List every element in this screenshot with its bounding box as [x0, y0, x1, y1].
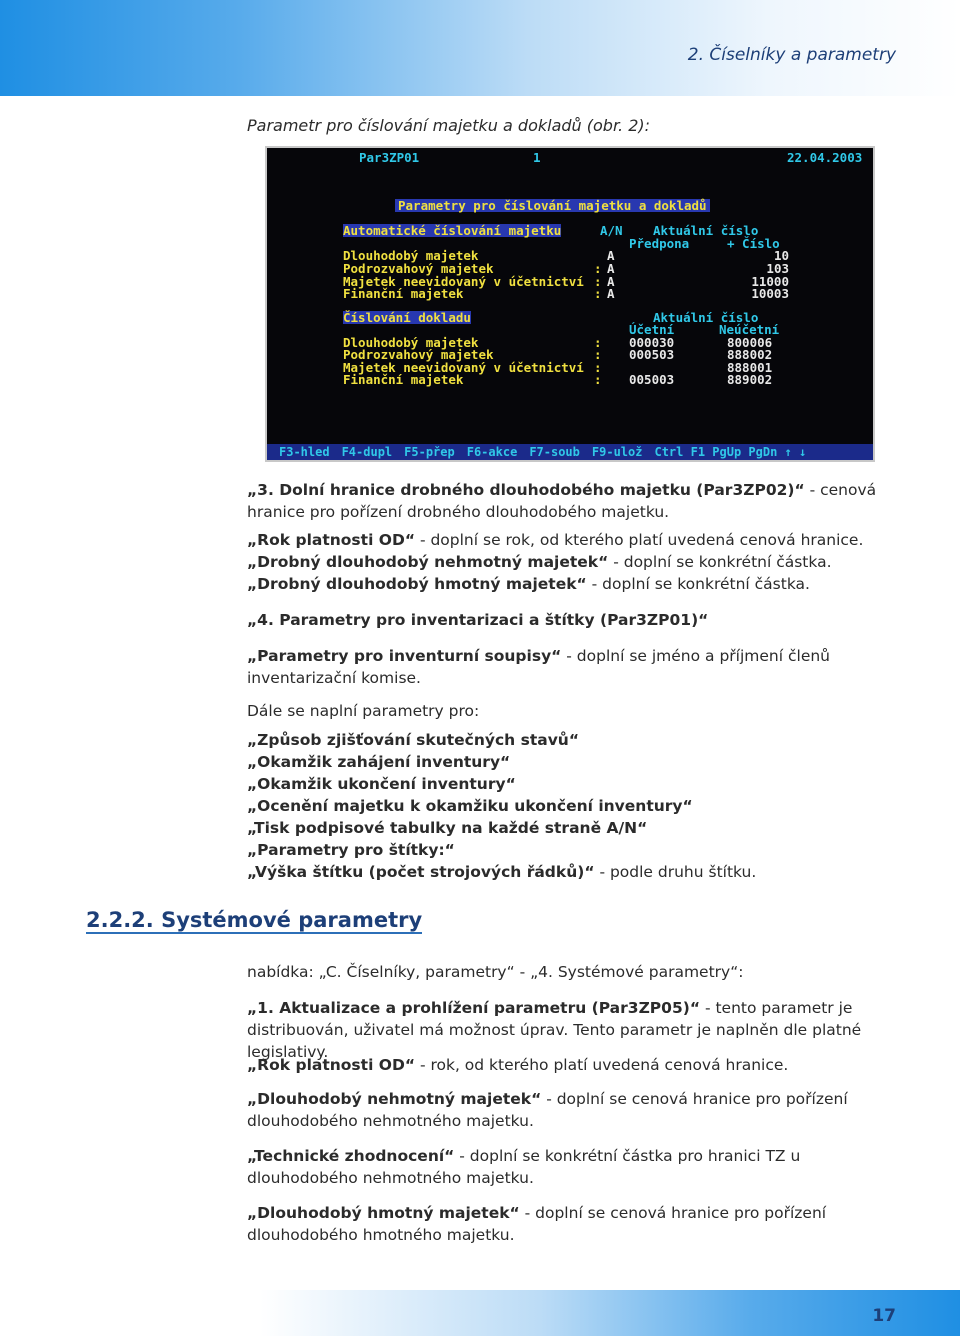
paragraph-drobny-hmotny [247, 573, 897, 595]
sec1-row-label: Finanční majetek [343, 286, 464, 301]
terminal-screenshot [265, 146, 875, 462]
col-nonaccounting: Neúčetní [719, 322, 780, 337]
para-text: - doplní se rok, od kterého platí uvedená cenová hranice. [415, 531, 864, 549]
sec2-nonaccounting[interactable]: 889002 [727, 372, 773, 387]
key-f6[interactable]: F6-akce [466, 445, 518, 459]
footer-band [260, 1290, 960, 1336]
screen-page: 1 [533, 150, 541, 165]
section-heading: 2.2.2. Systémové parametry [86, 908, 423, 932]
para-bold: „4. Parametry pro inventarizaci a štítky (Par3ZP01)“ [247, 611, 709, 629]
sec1-an[interactable]: A [607, 248, 615, 263]
para-bold: „1. Aktualizace a prohlížení parametru (Par3ZP05)“ [247, 999, 701, 1017]
para-text: - doplní se jméno a příjmení členů inventarizační komise. [247, 647, 830, 687]
para-bold: „Parametry pro inventurní soupisy“ [247, 647, 562, 665]
sec1-row-label: Dlouhodobý majetek [343, 248, 479, 263]
sec1-an[interactable]: A [607, 286, 615, 301]
list-item: „Ocenění majetku k okamžiku ukončení inventury“ [247, 797, 693, 815]
para-bold: „Výška štítku (počet strojových řádků)“ [247, 863, 595, 881]
para-bold: „Dlouhodobý hmotný majetek“ [247, 1204, 520, 1222]
sec2-sep: : [594, 335, 602, 350]
sec2-nonaccounting[interactable]: 888002 [727, 347, 773, 362]
paragraph-par3zp02 [247, 479, 897, 523]
list-item: „Tisk podpisové tabulky na každé straně A/N“ [247, 819, 648, 837]
key-nav[interactable]: Ctrl F1 PgUp PgDn ↑ ↓ [654, 445, 807, 459]
para-bold: „3. Dolní hranice drobného dlouhodobého majetku (Par3ZP02)“ [247, 481, 805, 499]
section-auto-numbering: Automatické číslování majetku [343, 223, 562, 238]
sec2-sep: : [594, 347, 602, 362]
sec2-sep: : [594, 360, 602, 375]
sec1-sep: : [594, 286, 602, 301]
sec2-accounting[interactable]: 000503 [629, 347, 675, 362]
sec1-number[interactable]: 10 [773, 248, 789, 263]
sec2-sep: : [594, 372, 602, 387]
paragraph-rok [247, 529, 897, 551]
para-bold: „Dlouhodobý nehmotný majetek“ [247, 1090, 542, 1108]
paragraph-menu-path: nabídka: „C. Číselníky, parametry“ - „4. Systémové parametry“: [247, 963, 744, 981]
key-f3[interactable]: F3-hled [279, 445, 330, 459]
sec1-sep: : [594, 261, 602, 276]
screen-program-id: Par3ZP01 [359, 150, 420, 165]
paragraph-dlouhodoby-hmotny [247, 1202, 897, 1246]
sec2-nonaccounting[interactable]: 800006 [727, 335, 773, 350]
col-prefix: Předpona [629, 236, 690, 251]
col-plus-number: + Číslo [727, 236, 780, 251]
section-document-numbering: Číslování dokladu [343, 310, 471, 325]
sec1-sep: : [594, 274, 602, 289]
col-an: A/N [600, 223, 623, 238]
para-text: - doplní se konkrétní částka pro hranici TZ u dlouhodobého nehmotného majetku. [247, 1147, 801, 1187]
sec1-an[interactable]: A [607, 261, 615, 276]
para-text: - doplní se cenová hranice pro pořízení dlouhodobého nehmotného majetku. [247, 1090, 848, 1130]
paragraph-dlouhodoby-nehmotny [247, 1088, 897, 1132]
list-item: „Okamžik ukončení inventury“ [247, 775, 516, 793]
para-bold: „Rok platnosti OD“ [247, 531, 416, 549]
function-key-bar [267, 444, 873, 460]
sec1-row-label: Podrozvahový majetek [343, 261, 494, 276]
sec1-an[interactable]: A [607, 274, 615, 289]
sec2-row-label: Dlouhodobý majetek [343, 335, 479, 350]
para-text: - doplní se konkrétní částka. [608, 553, 832, 571]
list-item: „Okamžik zahájení inventury“ [247, 753, 511, 771]
paragraph-rok-2 [247, 1054, 897, 1076]
sec2-row-label: Podrozvahový majetek [343, 347, 494, 362]
sec1-number[interactable]: 103 [766, 261, 789, 276]
page-number: 17 [872, 1306, 896, 1326]
sec2-row-label: Majetek neevidovaný v účetnictví [343, 360, 584, 375]
sec1-number[interactable]: 11000 [751, 274, 789, 289]
col-accounting: Účetní [629, 322, 675, 337]
para-bold: „Drobný dlouhodobý nehmotný majetek“ [247, 553, 609, 571]
para-text: - doplní se cenová hranice pro pořízení dlouhodobého hmotného majetku. [247, 1204, 827, 1244]
list-item: „Parametry pro štítky:“ [247, 841, 455, 859]
paragraph-par3zp01 [247, 609, 897, 631]
sec2-nonaccounting[interactable]: 888001 [727, 360, 773, 375]
chapter-title: 2. Číselníky a parametry [687, 45, 896, 65]
sec2-accounting[interactable]: 000030 [629, 335, 675, 350]
sec2-accounting[interactable]: 005003 [629, 372, 675, 387]
key-f4[interactable]: F4-dupl [341, 445, 393, 459]
dialog-title: Parametry pro číslování majetku a dokladů [395, 199, 710, 212]
para-bold: „Rok platnosti OD“ [247, 1056, 416, 1074]
sec2-row-label: Finanční majetek [343, 372, 464, 387]
para-text: - cenová hranice pro pořízení drobného dlouhodobého majetku. [247, 481, 877, 521]
paragraph-technicke-zhodnoceni [247, 1145, 897, 1189]
key-f5[interactable]: F5-přep [404, 445, 455, 459]
col-current-number: Aktuální číslo [653, 310, 759, 325]
para-text: - tento parametr je distribuován, uživatel má možnost úprav. Tento parametr je naplněn dle platné legislativy. [247, 999, 862, 1061]
para-bold: „Technické zhodnocení“ [247, 1147, 455, 1165]
para-text: - doplní se konkrétní částka. [586, 575, 810, 593]
paragraph-dale: Dále se naplní parametry pro: [247, 702, 480, 720]
paragraph-vyska [247, 861, 897, 883]
figure-caption: Parametr pro číslování majetku a dokladů (obr. 2): [247, 116, 651, 135]
key-f7[interactable]: F7-soub [529, 445, 580, 459]
col-current-number: Aktuální číslo [653, 223, 759, 238]
para-bold: „Drobný dlouhodobý hmotný majetek“ [247, 575, 587, 593]
para-text: - podle druhu štítku. [594, 863, 757, 881]
parameter-list [247, 729, 897, 861]
sec1-row-label: Majetek neevidovaný v účetnictví [343, 274, 584, 289]
para-text: - rok, od kterého platí uvedená cenová hranice. [415, 1056, 789, 1074]
paragraph-inventory [247, 645, 897, 689]
paragraph-drobny-nehmotny [247, 551, 897, 573]
sec1-number[interactable]: 10003 [751, 286, 789, 301]
list-item: „Způsob zjišťování skutečných stavů“ [247, 731, 580, 749]
key-f9[interactable]: F9-ulož [591, 445, 643, 459]
screen-date: 22.04.2003 [787, 150, 863, 165]
